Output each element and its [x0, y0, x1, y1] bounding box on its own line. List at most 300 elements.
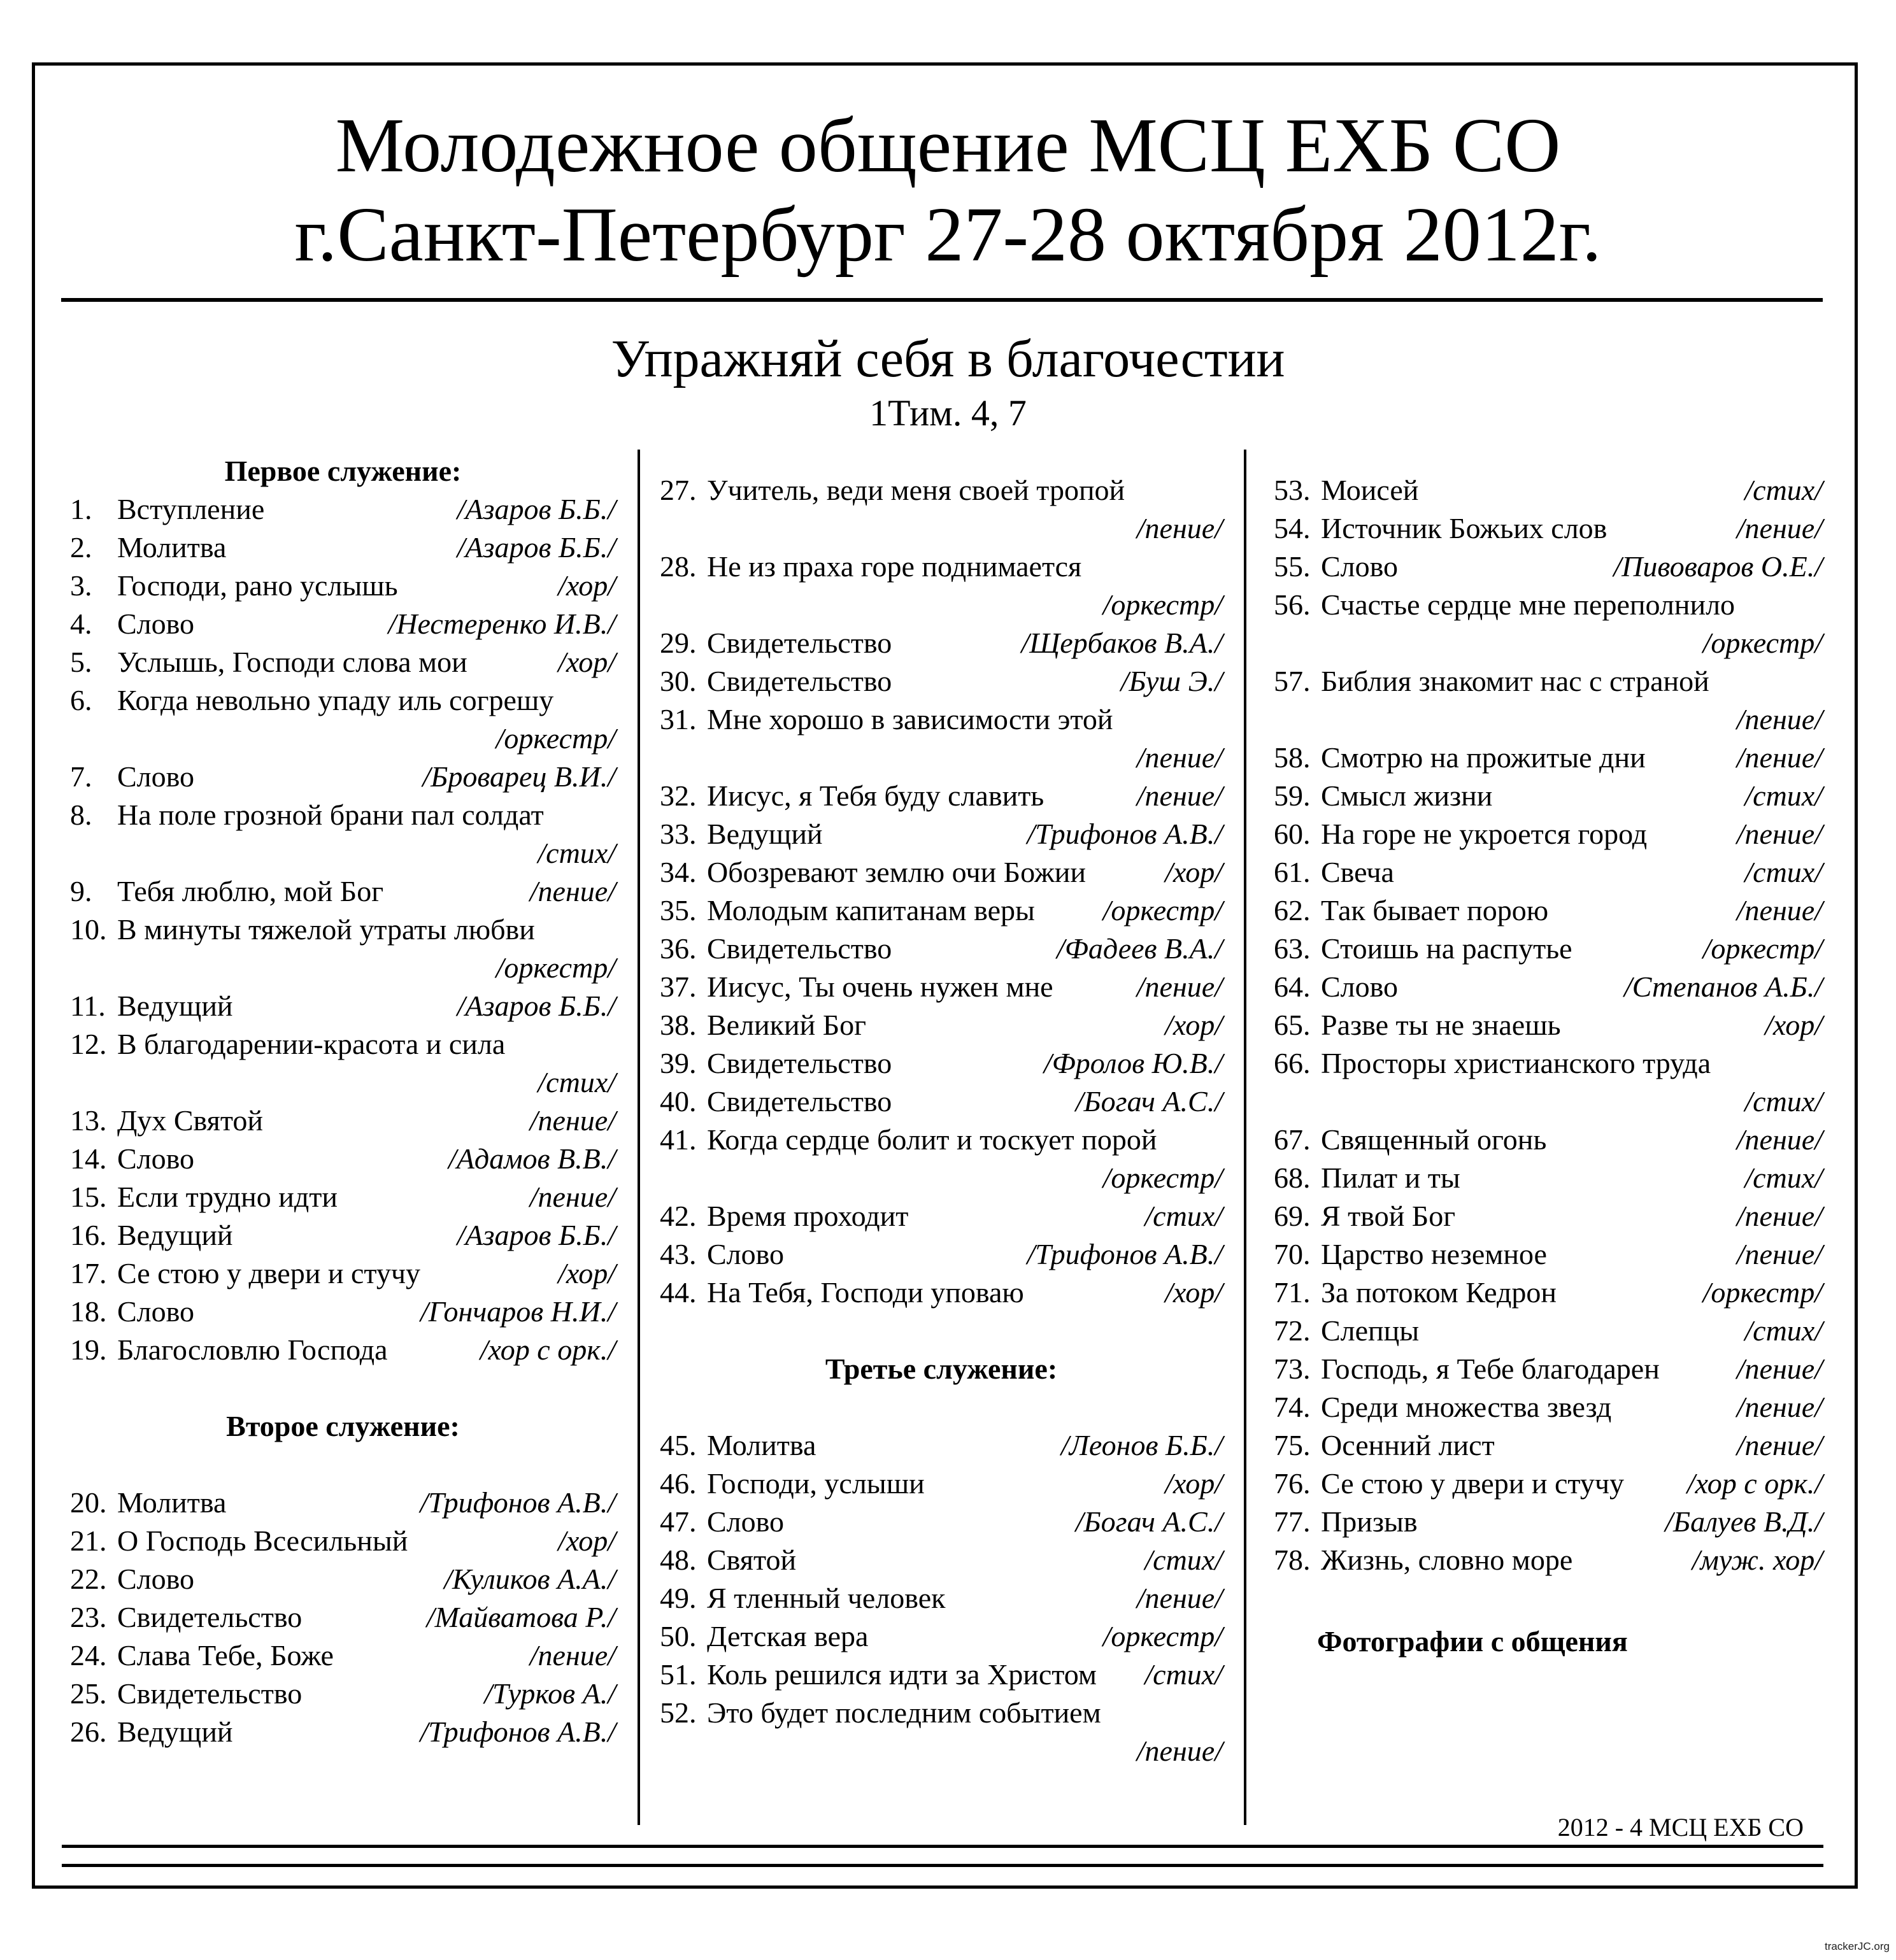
- item-title: Стоишь на распутье: [1321, 932, 1572, 965]
- item-performer: /хор/: [558, 569, 616, 602]
- program-item: [660, 1006, 1223, 1044]
- item-performer: /оркестр/: [495, 722, 616, 755]
- item-performer: /Трифонов А.В./: [420, 1486, 616, 1519]
- program-item: [660, 1197, 1223, 1235]
- item-title: Слово: [117, 760, 195, 793]
- item-number: 62.: [1274, 894, 1311, 927]
- item-performer: /пение/: [1736, 1200, 1823, 1232]
- program-item: [1274, 1312, 1823, 1350]
- program-item: [1274, 586, 1823, 659]
- item-number: 39.: [660, 1047, 697, 1079]
- item-number: 33.: [660, 818, 697, 850]
- program-item: [660, 1465, 1223, 1503]
- item-title: Молитва: [707, 1429, 816, 1461]
- program-item: [660, 777, 1223, 815]
- program-item: [70, 1713, 616, 1751]
- program-item: [70, 872, 616, 911]
- item-title: Я тленный человек: [707, 1582, 946, 1614]
- item-number: 38.: [660, 1009, 697, 1041]
- item-number: 16.: [70, 1219, 107, 1251]
- item-title: Источник Божьих слов: [1321, 512, 1607, 544]
- item-performer: /пение/: [1736, 818, 1823, 850]
- item-performer: /пение/: [529, 1181, 616, 1213]
- item-number: 45.: [660, 1429, 697, 1461]
- item-number: 44.: [660, 1276, 697, 1309]
- item-number: 61.: [1274, 856, 1311, 888]
- item-performer: /Пивоваров О.Е./: [1613, 550, 1823, 583]
- program-item: [70, 1522, 616, 1560]
- program-item: [660, 1579, 1223, 1617]
- footer-rule-2: [62, 1864, 1823, 1867]
- item-performer: /Адамов В.В./: [448, 1142, 616, 1175]
- program-item: [1274, 1503, 1823, 1541]
- program-item: [70, 1102, 616, 1140]
- program-item: [70, 1675, 616, 1713]
- program-item: [1274, 853, 1823, 891]
- item-number: 22.: [70, 1563, 107, 1595]
- item-performer: /оркестр/: [1702, 627, 1823, 659]
- item-performer: /Азаров Б.Б./: [457, 531, 616, 564]
- program-item: [70, 567, 616, 605]
- program-item: [660, 1235, 1223, 1274]
- program-item: [1274, 1159, 1823, 1197]
- item-performer: /пение/: [1736, 1391, 1823, 1423]
- item-number: 67.: [1274, 1123, 1311, 1156]
- item-performer: /Трифонов А.В./: [420, 1715, 616, 1748]
- item-number: 59.: [1274, 779, 1311, 812]
- item-title: Среди множества звезд: [1321, 1391, 1612, 1423]
- item-performer: /оркестр/: [495, 951, 616, 984]
- item-performer: /оркестр/: [1102, 1620, 1223, 1652]
- item-title: Молитва: [117, 1486, 227, 1519]
- item-number: 71.: [1274, 1276, 1311, 1309]
- theme-title: Упражняй себя в благочестии: [611, 329, 1285, 388]
- item-number: 15.: [70, 1181, 107, 1213]
- item-title: Слово: [1321, 550, 1399, 583]
- item-title: Святой: [707, 1544, 797, 1576]
- item-performer: /стих/: [1744, 856, 1823, 888]
- item-performer: /пение/: [1736, 1429, 1823, 1461]
- item-number: 7.: [70, 760, 92, 793]
- item-title: Иисус, я Тебя буду славить: [707, 779, 1044, 812]
- program-item: [660, 624, 1223, 662]
- item-title: Свидетельство: [707, 1085, 892, 1118]
- item-performer: /пение/: [1736, 894, 1823, 927]
- item-title: Пилат и ты: [1321, 1161, 1460, 1194]
- photos-link[interactable]: Фотографии с общения: [1317, 1625, 1628, 1658]
- item-number: 51.: [660, 1658, 697, 1691]
- program-item: [70, 796, 616, 869]
- item-performer: /Трифонов А.В./: [1027, 818, 1223, 850]
- program-item: [70, 643, 616, 681]
- item-number: 30.: [660, 665, 697, 697]
- item-number: 17.: [70, 1257, 107, 1289]
- item-performer: /Буш Э./: [1120, 665, 1223, 697]
- item-title: Дух Святой: [117, 1104, 263, 1137]
- item-title: Я твой Бог: [1321, 1200, 1456, 1232]
- item-number: 77.: [1274, 1505, 1311, 1538]
- program-item: [70, 529, 616, 567]
- item-title: Великий Бог: [707, 1009, 867, 1041]
- item-number: 66.: [1274, 1047, 1311, 1079]
- program-item: [1274, 815, 1823, 853]
- program-item: [660, 1541, 1223, 1579]
- item-performer: /Майватова Р./: [426, 1601, 616, 1633]
- item-number: 48.: [660, 1544, 697, 1576]
- item-performer: /пение/: [1136, 779, 1223, 812]
- item-performer: /стих/: [1744, 779, 1823, 812]
- item-title: Слово: [117, 1142, 195, 1175]
- item-title: Свидетельство: [707, 665, 892, 697]
- program-item: [1274, 1274, 1823, 1312]
- item-title: Свидетельство: [707, 932, 892, 965]
- item-number: 70.: [1274, 1238, 1311, 1270]
- item-performer: /Нестеренко И.В./: [388, 607, 616, 640]
- program-item: [1274, 1006, 1823, 1044]
- item-performer: /оркестр/: [1702, 1276, 1823, 1309]
- item-title: Так бывает порою: [1321, 894, 1549, 927]
- item-title: Это будет последним событием: [707, 1696, 1101, 1729]
- item-title: Ведущий: [117, 1715, 233, 1748]
- item-performer: /пение/: [1736, 1353, 1823, 1385]
- section-heading: Третье служение:: [825, 1353, 1058, 1385]
- program-item: [70, 911, 616, 984]
- column-divider-1: [638, 450, 640, 1825]
- item-performer: /Степанов А.Б./: [1623, 970, 1823, 1003]
- program-item: [660, 930, 1223, 968]
- item-title: Молитва: [117, 531, 227, 564]
- program-item: [1274, 739, 1823, 777]
- item-title: Господь, я Тебе благодарен: [1321, 1353, 1660, 1385]
- item-number: 57.: [1274, 665, 1311, 697]
- item-performer: /стих/: [1744, 1085, 1823, 1118]
- item-number: 4.: [70, 607, 92, 640]
- item-number: 12.: [70, 1028, 107, 1060]
- item-performer: /стих/: [1144, 1658, 1223, 1691]
- item-number: 76.: [1274, 1467, 1311, 1500]
- program-item: [1274, 471, 1823, 509]
- item-performer: /Куликов А.А./: [444, 1563, 616, 1595]
- item-title: Мне хорошо в зависимости этой: [707, 703, 1113, 735]
- item-number: 54.: [1274, 512, 1311, 544]
- item-performer: /хор с орк./: [480, 1333, 616, 1366]
- item-title: Царство неземное: [1321, 1238, 1547, 1270]
- item-title: Слово: [117, 1563, 195, 1595]
- item-number: 28.: [660, 550, 697, 583]
- item-number: 18.: [70, 1295, 107, 1328]
- item-number: 20.: [70, 1486, 107, 1519]
- item-title: Благословлю Господа: [117, 1333, 388, 1366]
- program-item: [1274, 1388, 1823, 1426]
- item-number: 34.: [660, 856, 697, 888]
- item-number: 1.: [70, 493, 92, 525]
- program-item: [660, 548, 1223, 621]
- program-item: [660, 700, 1223, 774]
- program-item: [660, 471, 1223, 544]
- program-item: [660, 1083, 1223, 1121]
- item-number: 27.: [660, 474, 697, 506]
- program-item: [70, 1140, 616, 1178]
- program-item: [70, 987, 616, 1025]
- section-heading: Первое служение:: [224, 455, 462, 487]
- program-item: [660, 815, 1223, 853]
- item-performer: /пение/: [1136, 741, 1223, 774]
- item-title: В благодарении-красота и сила: [117, 1028, 506, 1060]
- item-title: Слово: [1321, 970, 1399, 1003]
- item-performer: /Азаров Б.Б./: [457, 990, 616, 1022]
- item-title: Детская вера: [707, 1620, 869, 1652]
- program-item: [660, 968, 1223, 1006]
- program-item: [1274, 1121, 1823, 1159]
- item-number: 68.: [1274, 1161, 1311, 1194]
- item-number: 43.: [660, 1238, 697, 1270]
- program-item: [70, 1637, 616, 1675]
- item-performer: /хор/: [1165, 1467, 1223, 1500]
- item-number: 24.: [70, 1639, 107, 1672]
- item-title: Счастье сердце мне переполнило: [1321, 588, 1736, 621]
- column-divider-2: [1244, 450, 1246, 1825]
- program-item: [70, 1178, 616, 1216]
- item-performer: /хор/: [1165, 1009, 1223, 1041]
- item-title: Услышь, Господи слова мои: [117, 646, 467, 678]
- item-title: Коль решился идти за Христом: [707, 1658, 1097, 1691]
- program-item: [1274, 1235, 1823, 1274]
- program-item: [1274, 509, 1823, 548]
- item-title: Свидетельство: [117, 1601, 303, 1633]
- item-performer: /пение/: [1736, 703, 1823, 735]
- item-performer: /хор/: [1765, 1009, 1823, 1041]
- item-number: 35.: [660, 894, 697, 927]
- item-title: Свеча: [1321, 856, 1394, 888]
- program-item: [660, 1274, 1223, 1312]
- item-performer: /пение/: [1136, 512, 1223, 544]
- item-number: 63.: [1274, 932, 1311, 965]
- program-item: [1274, 968, 1823, 1006]
- item-performer: /Азаров Б.Б./: [457, 1219, 616, 1251]
- program-item: [70, 1484, 616, 1522]
- item-performer: /пение/: [1736, 741, 1823, 774]
- program-item: [70, 1293, 616, 1331]
- item-performer: /стих/: [538, 1066, 616, 1098]
- item-number: 5.: [70, 646, 92, 678]
- item-performer: /Богач А.С./: [1075, 1505, 1223, 1538]
- item-title: Ведущий: [117, 990, 233, 1022]
- program-item: [660, 1617, 1223, 1656]
- program-item: [1274, 662, 1823, 735]
- item-performer: /оркестр/: [1702, 932, 1823, 965]
- item-number: 42.: [660, 1200, 697, 1232]
- item-title: Смысл жизни: [1321, 779, 1493, 812]
- item-number: 52.: [660, 1696, 697, 1729]
- program-item: [1274, 1350, 1823, 1388]
- item-title: Се стою у двери и стучу: [1321, 1467, 1624, 1500]
- item-performer: /Гончаров Н.И./: [420, 1295, 616, 1328]
- item-number: 56.: [1274, 588, 1311, 621]
- item-title: Господи, услыши: [707, 1467, 925, 1500]
- item-number: 46.: [660, 1467, 697, 1500]
- item-number: 49.: [660, 1582, 697, 1614]
- program-item: [660, 1044, 1223, 1083]
- item-performer: /хор/: [558, 1257, 616, 1289]
- item-title: Слово: [117, 607, 195, 640]
- item-title: Библия знакомит нас с страной: [1321, 665, 1709, 697]
- item-number: 40.: [660, 1085, 697, 1118]
- item-title: Не из праха горе поднимается: [707, 550, 1082, 583]
- item-performer: /хор/: [558, 646, 616, 678]
- item-number: 26.: [70, 1715, 107, 1748]
- program-item: [660, 1694, 1223, 1767]
- item-title: Разве ты не знаешь: [1321, 1009, 1561, 1041]
- item-number: 31.: [660, 703, 697, 735]
- item-performer: /оркестр/: [1102, 1161, 1223, 1194]
- item-performer: /стих/: [1744, 1161, 1823, 1194]
- program-item: [70, 490, 616, 529]
- program-item: [70, 1216, 616, 1254]
- item-performer: /стих/: [1744, 474, 1823, 506]
- item-number: 6.: [70, 684, 92, 716]
- program-item: [1274, 1197, 1823, 1235]
- program-item: [1274, 1044, 1823, 1118]
- program-item: [70, 1331, 616, 1369]
- item-performer: /Фролов Ю.В./: [1043, 1047, 1223, 1079]
- page-subtitle-place-date: г.Санкт-Петербург 27-28 октября 2012г.: [294, 192, 1602, 278]
- item-number: 72.: [1274, 1314, 1311, 1347]
- theme-verse: 1Тим. 4, 7: [869, 392, 1027, 434]
- item-number: 69.: [1274, 1200, 1311, 1232]
- program-item: [1274, 891, 1823, 930]
- item-number: 2.: [70, 531, 92, 564]
- item-title: Слово: [707, 1505, 785, 1538]
- program-item: [660, 891, 1223, 930]
- item-number: 41.: [660, 1123, 697, 1156]
- item-performer: /пение/: [1136, 1735, 1223, 1767]
- program-item: [1274, 1541, 1823, 1579]
- item-number: 25.: [70, 1677, 107, 1710]
- item-title: Ведущий: [117, 1219, 233, 1251]
- item-title: За потоком Кедрон: [1321, 1276, 1557, 1309]
- item-title: Просторы христианского труда: [1321, 1047, 1711, 1079]
- item-number: 58.: [1274, 741, 1311, 774]
- item-title: Слепцы: [1321, 1314, 1420, 1347]
- item-title: О Господь Всесильный: [117, 1524, 408, 1557]
- item-performer: /стих/: [1744, 1314, 1823, 1347]
- item-performer: /пение/: [1736, 1238, 1823, 1270]
- item-number: 73.: [1274, 1353, 1311, 1385]
- item-title: На горе не укроется город: [1321, 818, 1648, 850]
- item-title: На поле грозной брани пал солдат: [117, 799, 544, 831]
- item-performer: /пение/: [1136, 970, 1223, 1003]
- item-performer: /хор/: [1165, 1276, 1223, 1309]
- item-title: Молодым капитанам веры: [707, 894, 1035, 927]
- item-title: Обозревают землю очи Божии: [707, 856, 1086, 888]
- item-performer: /Щербаков В.А./: [1021, 627, 1223, 659]
- item-title: Священный огонь: [1321, 1123, 1547, 1156]
- item-number: 53.: [1274, 474, 1311, 506]
- item-title: Смотрю на прожитые дни: [1321, 741, 1646, 774]
- item-number: 29.: [660, 627, 697, 659]
- item-performer: /хор/: [1165, 856, 1223, 888]
- item-performer: /Фадеев В.А./: [1057, 932, 1223, 965]
- item-title: Иисус, Ты очень нужен мне: [707, 970, 1053, 1003]
- item-number: 14.: [70, 1142, 107, 1175]
- item-performer: /стих/: [538, 837, 616, 869]
- item-number: 32.: [660, 779, 697, 812]
- item-performer: /муж. хор/: [1692, 1544, 1823, 1576]
- item-performer: /пение/: [1736, 512, 1823, 544]
- item-number: 65.: [1274, 1009, 1311, 1041]
- item-performer: /стих/: [1144, 1200, 1223, 1232]
- item-title: Вступление: [117, 493, 265, 525]
- item-number: 55.: [1274, 550, 1311, 583]
- item-title: Призыв: [1321, 1505, 1418, 1538]
- item-performer: /пение/: [1136, 1582, 1223, 1614]
- program-item: [660, 1503, 1223, 1541]
- item-title: Свидетельство: [707, 1047, 892, 1079]
- program-item: [70, 681, 616, 755]
- item-number: 74.: [1274, 1391, 1311, 1423]
- item-performer: /хор с орк./: [1686, 1467, 1823, 1500]
- item-number: 50.: [660, 1620, 697, 1652]
- program-item: [70, 605, 616, 643]
- item-number: 9.: [70, 875, 92, 907]
- item-performer: /Турков А./: [484, 1677, 616, 1710]
- item-performer: /хор/: [558, 1524, 616, 1557]
- item-title: Слава Тебе, Боже: [117, 1639, 334, 1672]
- item-performer: /Трифонов А.В./: [1027, 1238, 1223, 1270]
- item-title: Осенний лист: [1321, 1429, 1495, 1461]
- item-performer: /Богач А.С./: [1075, 1085, 1223, 1118]
- item-number: 23.: [70, 1601, 107, 1633]
- program-item: [660, 1426, 1223, 1465]
- program-item: [70, 1254, 616, 1293]
- item-title: Жизнь, словно море: [1321, 1544, 1573, 1576]
- header-divider: [61, 298, 1823, 302]
- program-item: [1274, 1426, 1823, 1465]
- item-number: 21.: [70, 1524, 107, 1557]
- program-item: [1274, 930, 1823, 968]
- item-title: Свидетельство: [707, 627, 892, 659]
- item-number: 19.: [70, 1333, 107, 1366]
- item-title: На Тебя, Господи уповаю: [707, 1276, 1024, 1309]
- item-number: 13.: [70, 1104, 107, 1137]
- item-number: 78.: [1274, 1544, 1311, 1576]
- item-performer: /Балуев В.Д./: [1665, 1505, 1823, 1538]
- item-number: 64.: [1274, 970, 1311, 1003]
- item-number: 8.: [70, 799, 92, 831]
- item-title: Свидетельство: [117, 1677, 303, 1710]
- item-number: 37.: [660, 970, 697, 1003]
- item-number: 3.: [70, 569, 92, 602]
- item-performer: /оркестр/: [1102, 588, 1223, 621]
- program-item: [1274, 777, 1823, 815]
- section-heading: Второе служение:: [226, 1410, 460, 1442]
- program-item: [1274, 1465, 1823, 1503]
- program-item: [1274, 548, 1823, 586]
- program-item: [660, 662, 1223, 700]
- program-item: [660, 853, 1223, 891]
- program-item: [70, 1598, 616, 1637]
- item-performer: /оркестр/: [1102, 894, 1223, 927]
- footer-rule-1: [62, 1845, 1823, 1848]
- program-item: [660, 1656, 1223, 1694]
- item-number: 36.: [660, 932, 697, 965]
- item-performer: /Азаров Б.Б./: [457, 493, 616, 525]
- item-title: Время проходит: [707, 1200, 909, 1232]
- item-title: В минуты тяжелой утраты любви: [117, 913, 535, 946]
- item-title: Тебя люблю, мой Бог: [117, 875, 384, 907]
- program-item: [660, 1121, 1223, 1194]
- item-title: Се стою у двери и стучу: [117, 1257, 420, 1289]
